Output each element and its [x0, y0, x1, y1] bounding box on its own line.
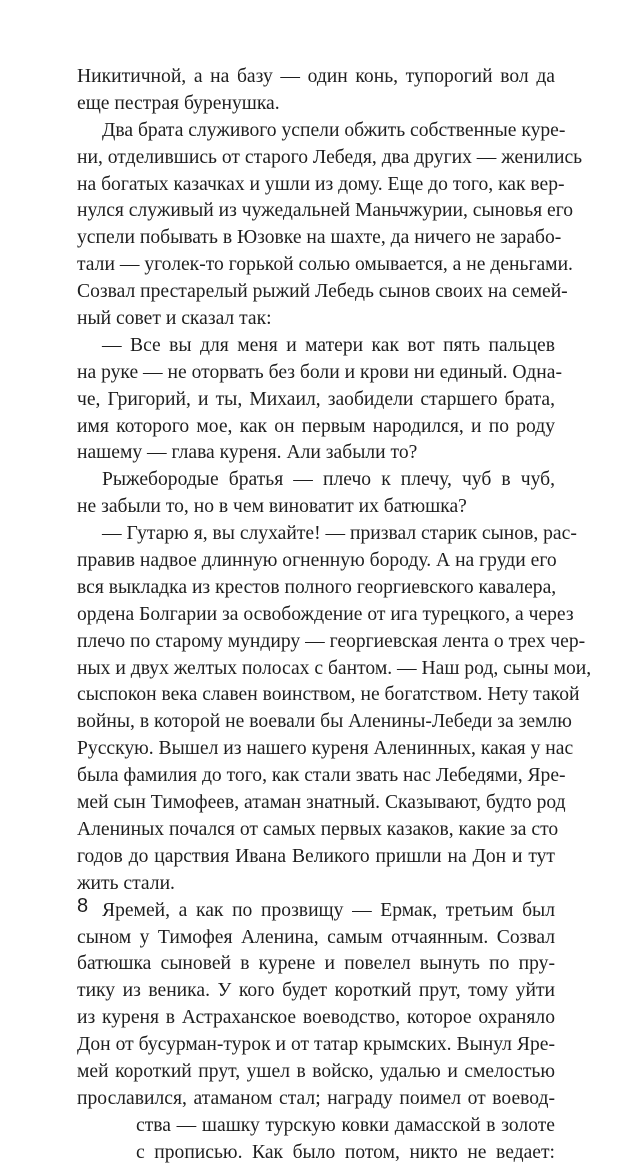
text-line: — Гутарю я, вы слухайте! — призвал старик сынов, рас- — [102, 523, 577, 545]
text-line: жить стали. — [77, 872, 175, 894]
text-line: на руке — не оторвать без боли и крови ни единый. Одна- — [77, 361, 562, 383]
text-line: не забыли то, но в чем виноватит их батюшка? — [77, 496, 467, 518]
text-line: Алениных почался от самых первых казаков, какие за сто — [77, 818, 559, 840]
text-line: сыном у Тимофея Аленина, самым отчаянным. Созвал — [77, 926, 555, 948]
text-line: мей сын Тимофеев, атаман знатный. Сказывают, будто род — [77, 792, 566, 814]
text-line: прославился, атаманом стал; награду поимел от воевод- — [77, 1087, 555, 1109]
text-line: ных и двух желтых полосах с бантом. — Наш род, сыны мои, — [77, 657, 592, 679]
text-line: на богатых казачках и ушли из дому. Еще до того, как вер- — [77, 173, 565, 195]
text-line: — Все вы для меня и матери как вот пять пальцев — [102, 334, 555, 356]
text-line: мей короткий прут, ушел в войско, удалью и смелостью — [77, 1060, 555, 1082]
text-line: войны, в которой не воевали бы Аленины-Лебеди за землю — [77, 711, 572, 733]
text-line: вся выкладка из крестов полного георгиевского кавалера, — [77, 576, 557, 598]
text-line: из куреня в Астраханское воеводство, которое охраняло — [77, 1007, 555, 1029]
text-line: ный совет и сказал так: — [77, 308, 272, 330]
text-line: плечо по старому мундиру — георгиевская лента о трех чер- — [77, 630, 586, 652]
text-line: нашему — глава куреня. Али забыли то? — [77, 442, 418, 464]
text-line: Созвал престарелый рыжий Лебедь сынов своих на семей- — [77, 281, 568, 303]
text-line: батюшка сыновей в курене и повелел вынуть по пру- — [77, 953, 555, 975]
text-line: Рыжебородые братья — плечо к плечу, чуб в чуб, — [102, 469, 555, 491]
body-text-continuation — [136, 1113, 555, 1167]
text-line: с прописью. Как было потом, никто не ведает: — [136, 1141, 555, 1163]
text-line: тали — уголек-то горькой солью омывается, а не деньгами. — [77, 254, 573, 276]
page-number: 8 — [77, 895, 89, 917]
text-line: сыспокон века славен воинством, не богатством. Нету такой — [77, 684, 580, 706]
text-line: ства — шашку турскую ковки дамасской в золоте — [136, 1115, 555, 1137]
body-text — [77, 64, 592, 1113]
text-line: Яремей, а как по прозвищу — Ермак, третьим был — [102, 899, 555, 921]
text-line: имя которого мое, как он первым народился, и по роду — [77, 415, 555, 437]
text-line: годов до царствия Ивана Великого пришли на Дон и тут — [77, 845, 555, 867]
text-line: че, Григорий, и ты, Михаил, заобидели старшего брата, — [77, 388, 555, 410]
text-line: правив надвое длинную огненную бороду. А на груди его — [77, 550, 557, 572]
text-line: тику из веника. У кого будет короткий прут, тому уйти — [77, 980, 555, 1002]
text-line: успели побывать в Юзовке на шахте, да ничего не зарабо- — [77, 227, 562, 249]
text-line: Русскую. Вышел из нашего куреня Аленинных, какая у нас — [77, 738, 574, 760]
text-line: ордена Болгарии за освобождение от ига турецкого, а через — [77, 603, 574, 625]
text-line: Два брата служивого успели обжить собственные куре- — [102, 119, 566, 141]
text-line: еще пестрая буренушка. — [77, 92, 280, 114]
text-line: ни, отделившись от старого Лебедя, два других — женились — [77, 146, 583, 168]
text-line: нулся служивый из чужедальней Маньчжурии, сыновья его — [77, 200, 574, 222]
text-line: Никитичной, а на базу — один конь, тупорогий вол да — [77, 66, 555, 87]
text-line: была фамилия до того, как стали звать нас Лебедями, Яре- — [77, 765, 566, 787]
text-line: Дон от бусурман-турок и от татар крымских. Вынул Яре- — [77, 1034, 555, 1056]
